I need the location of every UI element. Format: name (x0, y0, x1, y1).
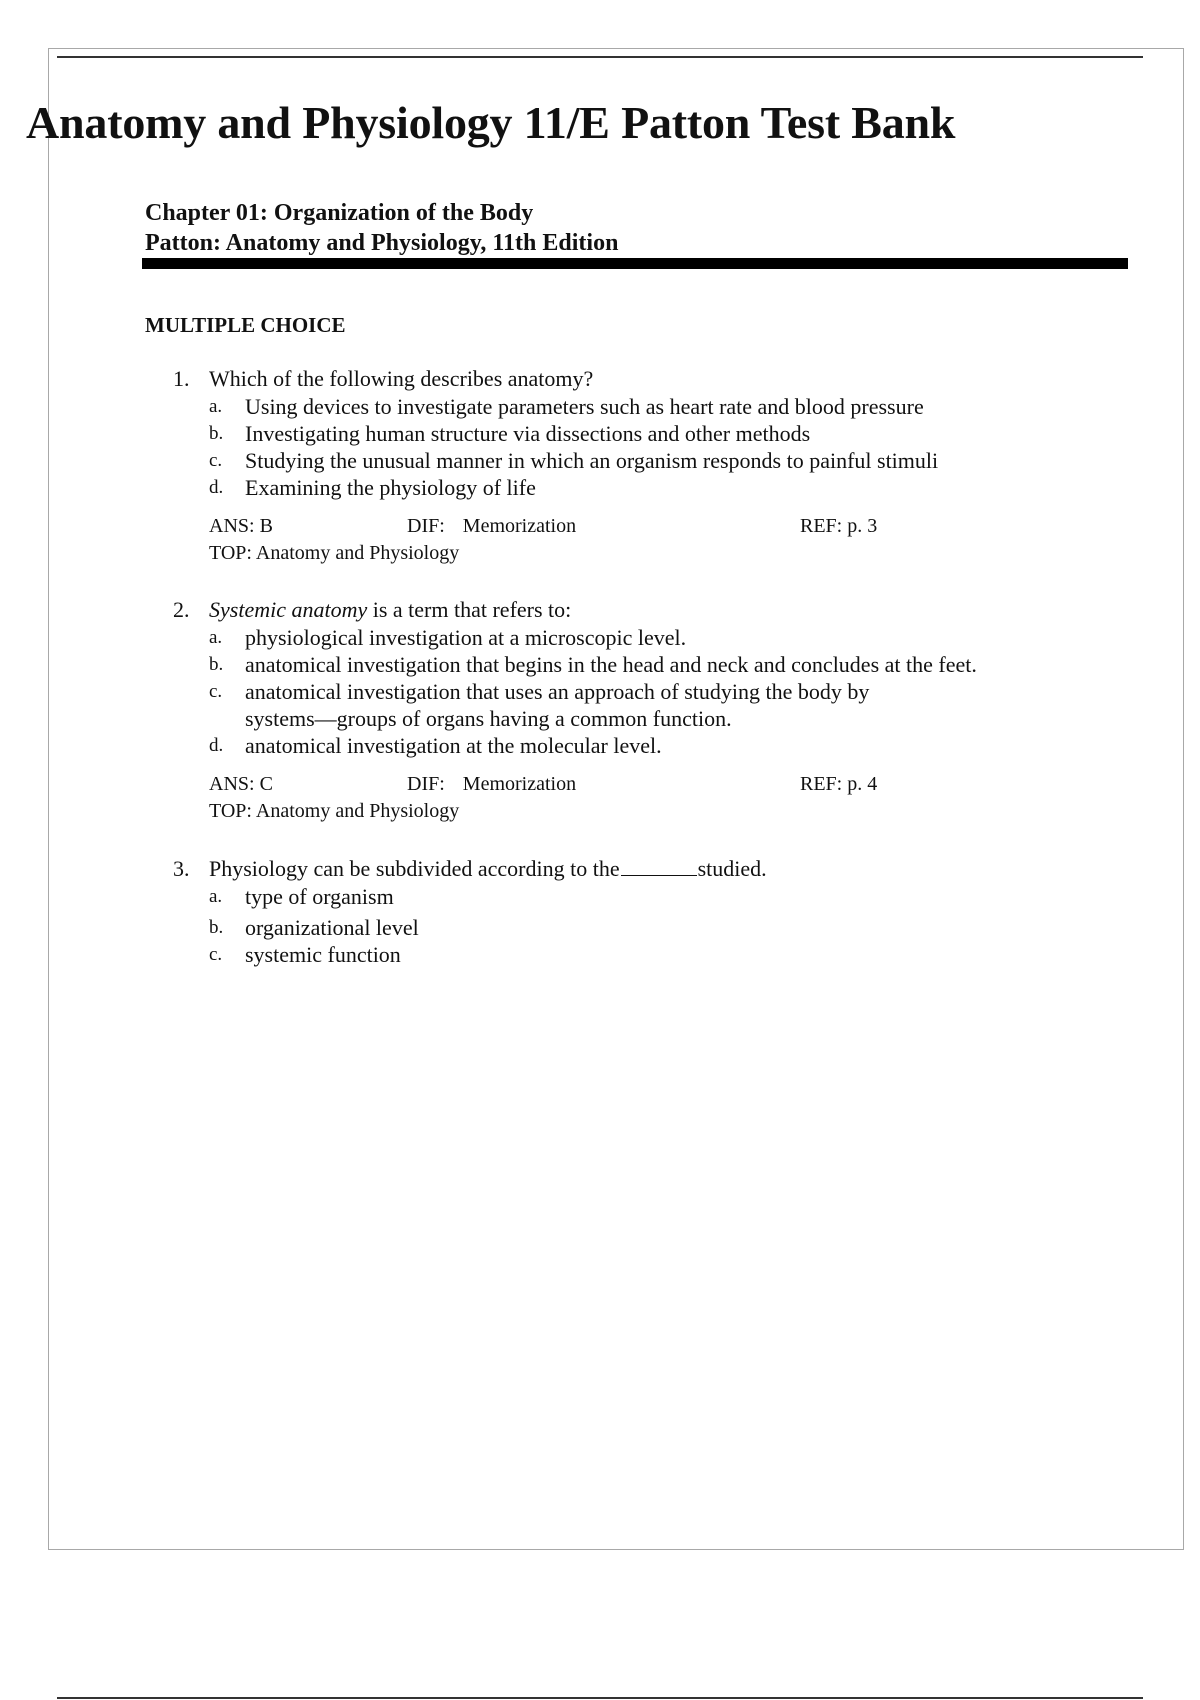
question-3 (173, 855, 1073, 968)
topic: TOP: Anatomy and Physiology (209, 542, 460, 564)
choice-d: d. anatomical investigation at the molecular level. (209, 733, 662, 758)
page-reference: REF: p. 3 (800, 515, 878, 537)
question-stem (173, 365, 1073, 393)
question-number: 3. (173, 856, 190, 881)
question-1 (173, 365, 1073, 567)
answer-metadata (209, 771, 1073, 825)
choice-b: b. anatomical investigation that begins in the head and neck and concludes at the feet. (209, 652, 977, 677)
question-stem (173, 596, 1073, 624)
choice-c: c. Studying the unusual manner in which an organism responds to painful stimuli (209, 448, 939, 473)
choice-c: c. anatomical investigation that uses an approach of studying the body by systems—groups of organs having a common function. (209, 679, 870, 731)
choice-b: b. organizational level (209, 915, 419, 940)
choice-a: a. physiological investigation at a microscopic level. (209, 625, 687, 650)
answer-key: ANS: C (209, 773, 273, 795)
choice-b: b. Investigating human structure via dissections and other methods (209, 421, 811, 446)
choice-list (209, 624, 1073, 759)
question-text: Systemic anatomy is a term that refers to: (209, 597, 572, 622)
question-number: 2. (173, 597, 190, 622)
question-2 (173, 596, 1073, 825)
choice-a: a. type of organism (209, 884, 394, 909)
fill-in-blank (621, 855, 697, 876)
choice-list (209, 883, 1073, 968)
chapter-title: Chapter 01: Organization of the Body (145, 200, 534, 226)
chapter-heading (145, 198, 618, 258)
choice-a: a. Using devices to investigate parameters such as heart rate and blood pressure (209, 394, 924, 419)
heading-rule (142, 258, 1128, 269)
choice-list (209, 393, 1073, 501)
answer-metadata (209, 513, 1073, 567)
question-number: 1. (173, 366, 190, 391)
question-text: Which of the following describes anatomy? (209, 366, 594, 391)
choice-c: c. systemic function (209, 942, 401, 967)
top-divider (57, 56, 1143, 58)
answer-key: ANS: B (209, 515, 273, 537)
choice-d: d. Examining the physiology of life (209, 475, 536, 500)
question-stem (173, 855, 1073, 883)
page-reference: REF: p. 4 (800, 773, 878, 795)
topic: TOP: Anatomy and Physiology (209, 800, 460, 822)
difficulty: DIF: Memorization (407, 773, 577, 795)
bottom-divider (57, 1697, 1143, 1699)
document-title: Anatomy and Physiology 11/E Patton Test Bank (26, 97, 956, 148)
book-title: Patton: Anatomy and Physiology, 11th Edition (145, 230, 619, 256)
question-text: Physiology can be subdivided according to the studied. (209, 856, 767, 881)
difficulty: DIF: Memorization (407, 515, 577, 537)
section-title: MULTIPLE CHOICE (145, 313, 346, 337)
